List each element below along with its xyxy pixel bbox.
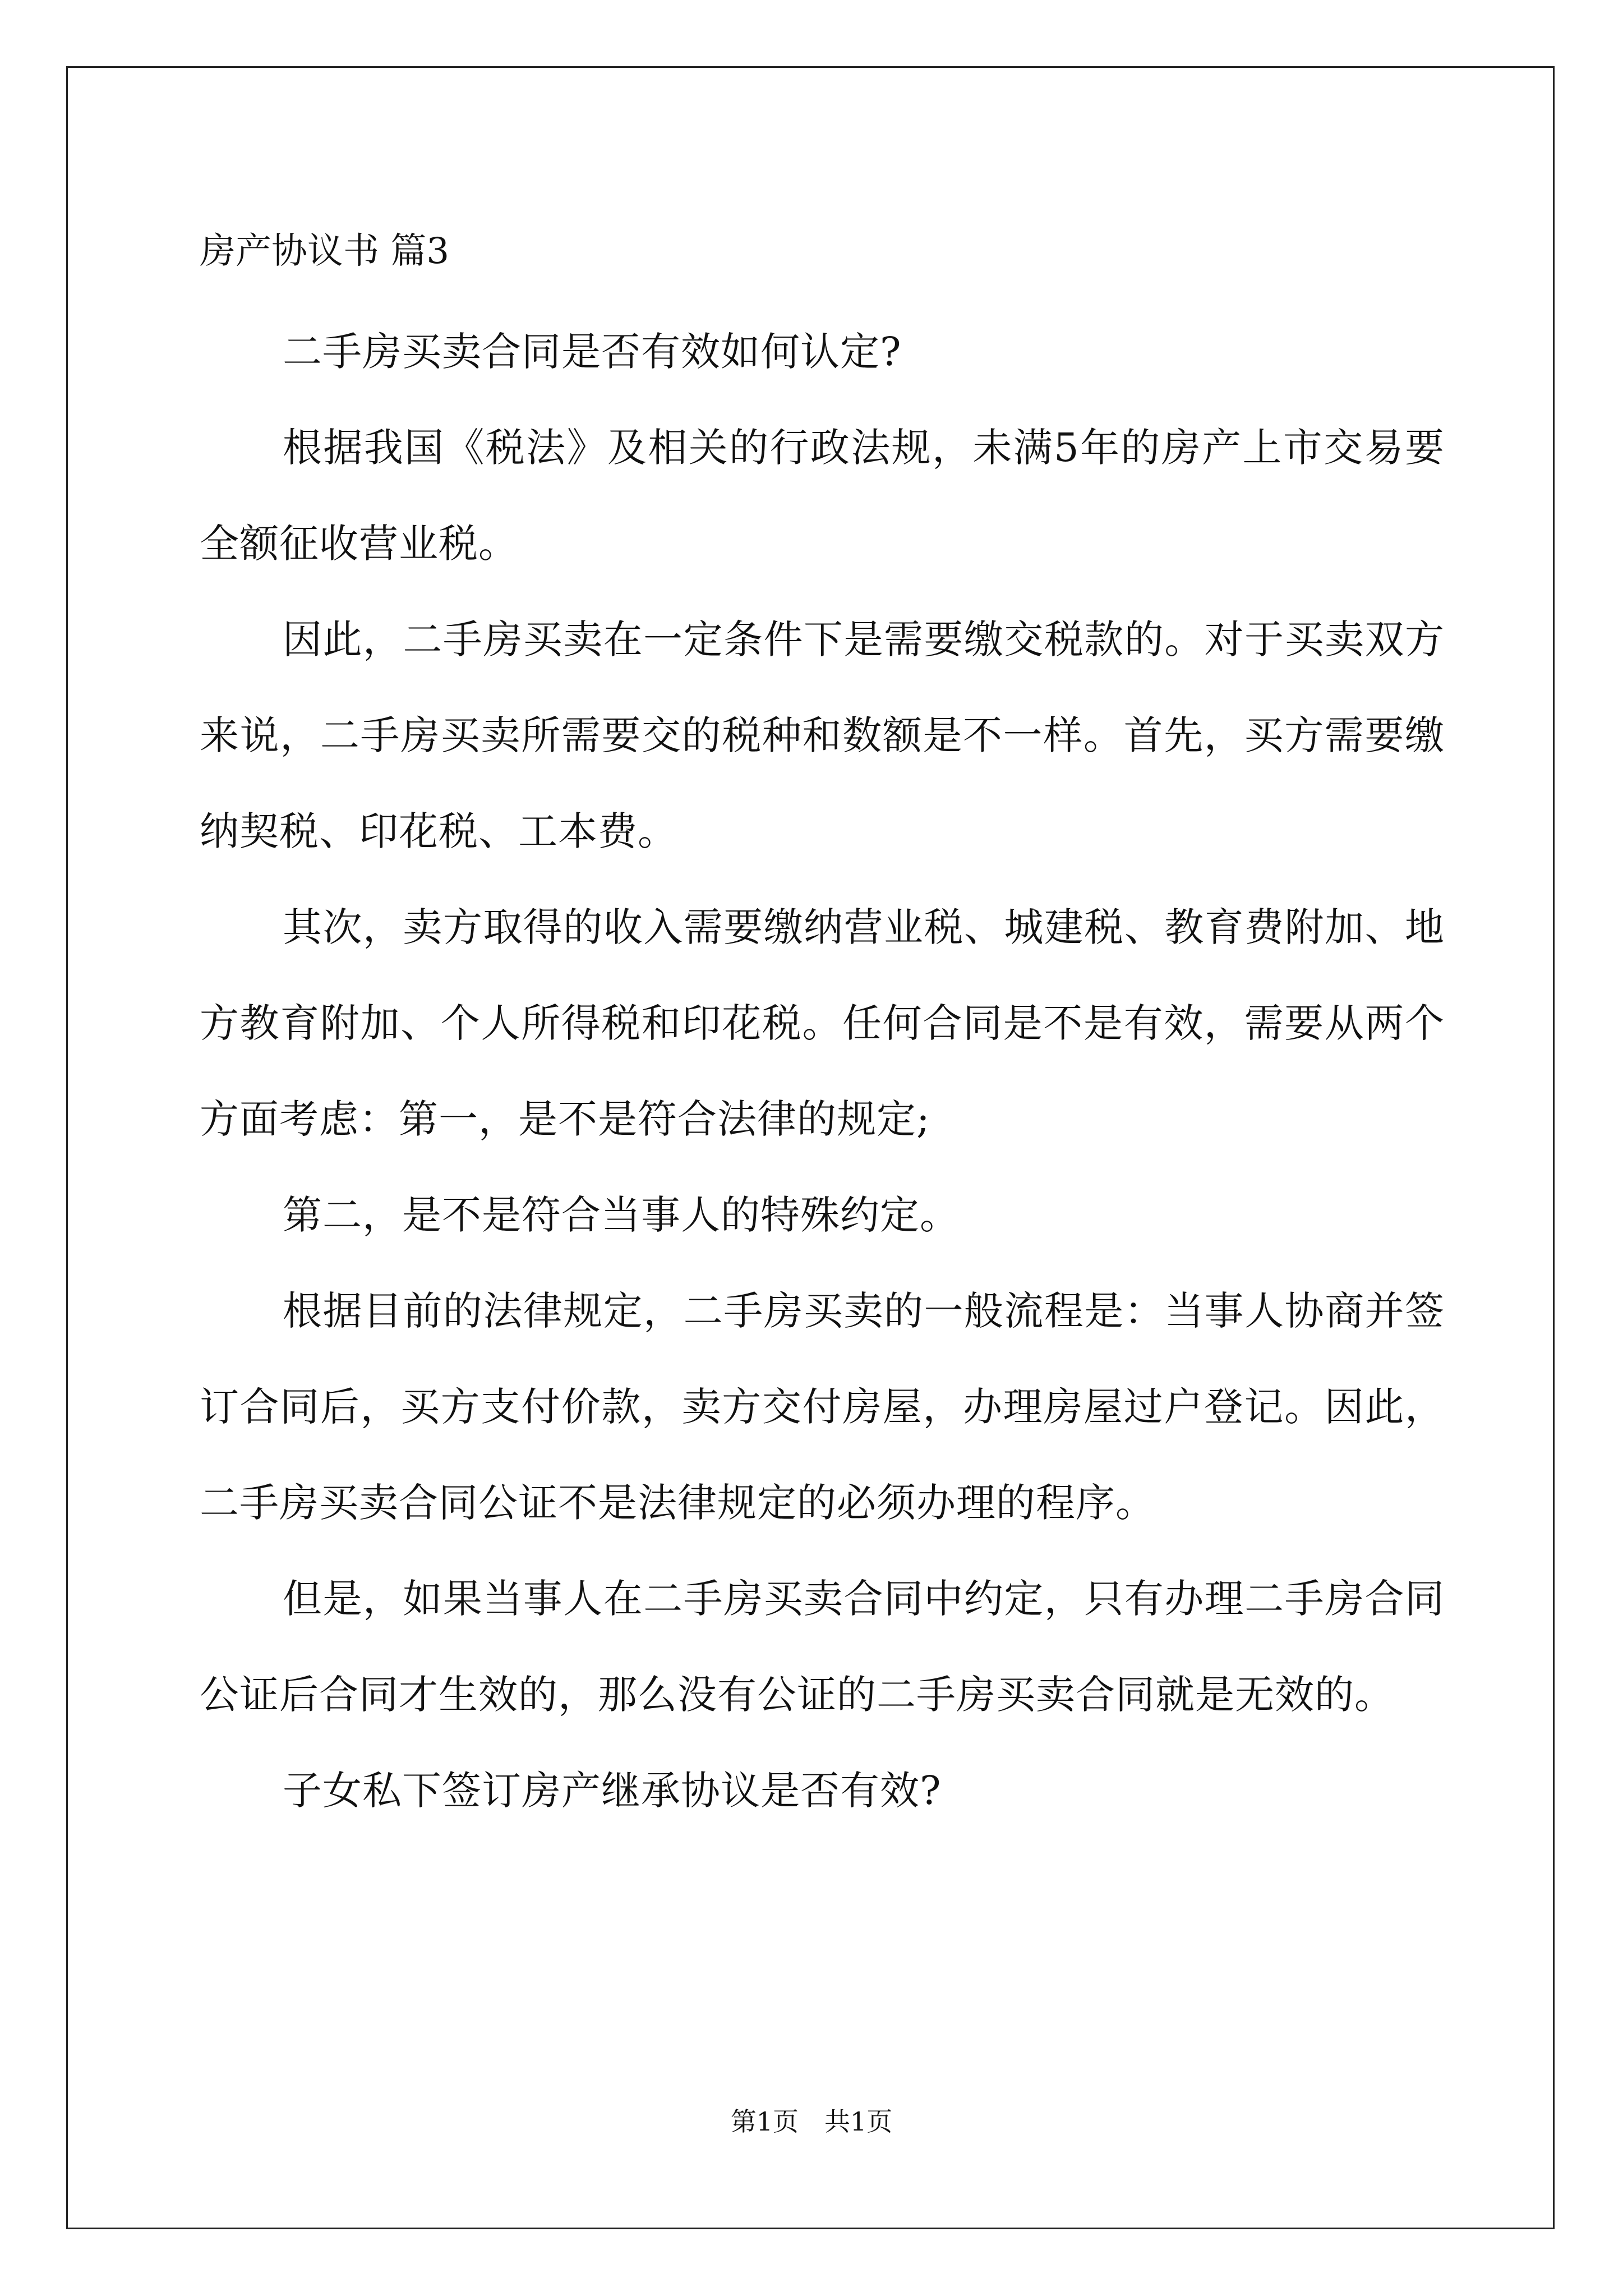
paragraph-8: 子女私下签订房产继承协议是否有效? bbox=[283, 1768, 942, 1814]
paragraph-6: 根据目前的法律规定，二手房买卖的一般流程是：当事人协商并签订合同后，买方支付价款，卖方交付房屋，办理房屋过户登记。因此，二手房买卖合同公证不是法律规定的必须办理的程序。 bbox=[200, 1288, 1445, 1526]
paragraph-7: 但是，如果当事人在二手房买卖合同中约定，只有办理二手房合同公证后合同才生效的，那么没有公证的二手房买卖合同就是无效的。 bbox=[200, 1576, 1445, 1718]
paragraph-3: 因此，二手房买卖在一定条件下是需要缴交税款的。对于买卖双方来说，二手房买卖所需要交的税种和数额是不一样。首先，买方需要缴纳契税、印花税、工本费。 bbox=[200, 616, 1445, 854]
paragraph-1: 二手房买卖合同是否有效如何认定? bbox=[283, 329, 902, 375]
page-number-footer: 第1页 共1页 bbox=[730, 2106, 893, 2137]
paragraph-4: 其次，卖方取得的收入需要缴纳营业税、城建税、教育费附加、地方教育附加、个人所得税和印花税。任何合同是不是有效，需要从两个方面考虑：第一，是不是符合法律的规定; bbox=[200, 904, 1445, 1142]
document-body bbox=[200, 208, 1445, 1839]
paragraph-2: 根据我国《税法》及相关的行政法规，未满5年的房产上市交易要全额征收营业税。 bbox=[200, 425, 1445, 567]
paragraph-5: 第二，是不是符合当事人的特殊约定。 bbox=[283, 1192, 960, 1238]
document-heading: 房产协议书 篇3 bbox=[200, 231, 450, 272]
